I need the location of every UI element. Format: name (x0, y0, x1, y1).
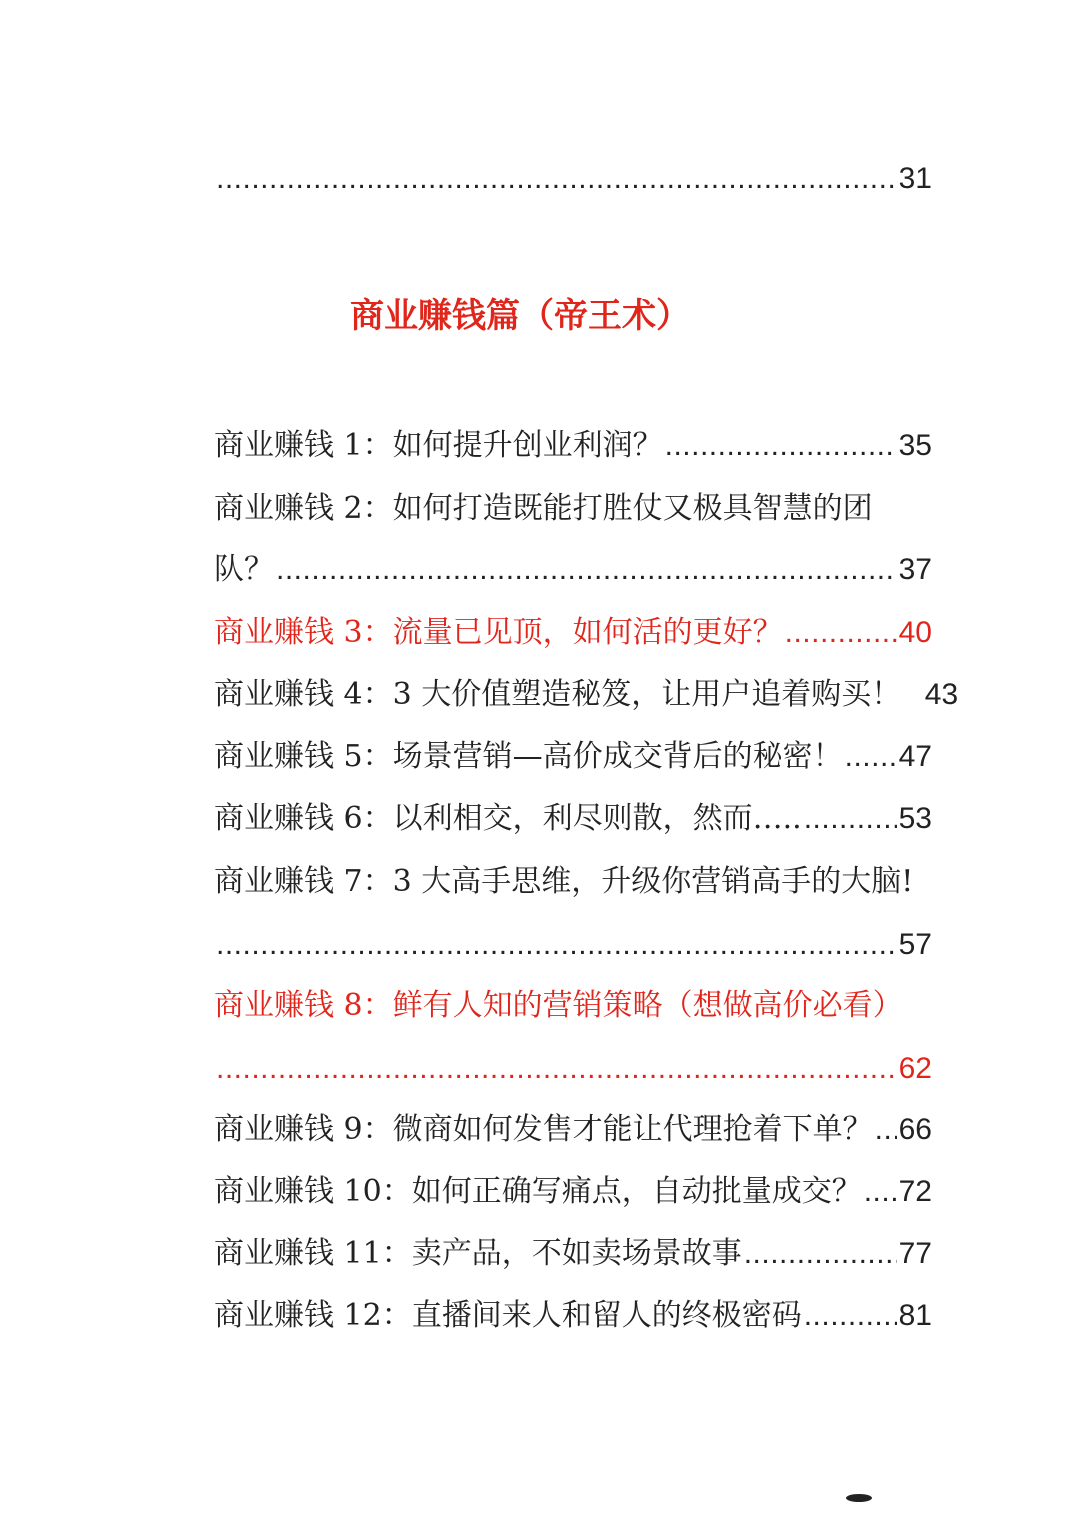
entry-label: 商业赚钱 9：微商如何发售才能让代理抢着下单？ (214, 1112, 873, 1147)
leader-dots (804, 1291, 897, 1341)
entry-label-cont: 队？ (214, 552, 274, 587)
entry-label: 商业赚钱 8：鲜有人知的营销策略（想做高价必看） (214, 988, 903, 1023)
page-number: 40 (898, 616, 932, 649)
toc-entry-10[interactable] (214, 1167, 932, 1217)
toc-entry-2-line2[interactable] (214, 545, 932, 595)
toc-entry-7-line1[interactable] (214, 857, 913, 907)
toc-entry-6[interactable] (214, 794, 932, 844)
toc-entry-8-line2[interactable] (214, 1044, 932, 1094)
toc-entry-3[interactable] (214, 608, 932, 658)
toc-entry-1[interactable] (214, 421, 932, 471)
page-number: 37 (898, 553, 932, 586)
leader-dots (216, 154, 897, 204)
toc-entry-2-line1[interactable] (214, 484, 873, 534)
entry-label: 商业赚钱 5：场景营销—高价成交背后的秘密！ (214, 739, 843, 774)
entry-label: 商业赚钱 10：如何正确写痛点，自动批量成交？ (214, 1174, 862, 1209)
page-number: 31 (898, 162, 932, 195)
page-number: 66 (898, 1113, 932, 1146)
toc-entry-11[interactable] (214, 1229, 932, 1279)
page-number: 57 (898, 928, 932, 961)
toc-entry-12[interactable] (214, 1291, 932, 1341)
toc-entry-4[interactable] (214, 670, 959, 720)
page-number: 62 (898, 1052, 932, 1085)
toc-entry-5[interactable] (214, 732, 932, 782)
page-number: 47 (898, 740, 932, 773)
leader-dots (845, 732, 897, 782)
page-number: 35 (898, 429, 932, 462)
entry-label: 商业赚钱 3：流量已见顶，如何活的更好？ (214, 615, 783, 650)
toc-entry-continuation[interactable] (214, 154, 932, 204)
entry-label: 商业赚钱 11：卖产品，不如卖场景故事 (214, 1236, 742, 1271)
leader-dots (785, 608, 897, 658)
section-title: 商业赚钱篇（帝王术） (350, 296, 690, 336)
page-number: 81 (898, 1299, 932, 1332)
leader-dots (665, 421, 897, 471)
page-number: 72 (898, 1175, 932, 1208)
entry-label: 商业赚钱 12：直播间来人和留人的终极密码 (214, 1298, 802, 1333)
leader-dots (875, 1105, 897, 1155)
entry-label: 商业赚钱 1：如何提升创业利润？ (214, 428, 663, 463)
leader-dots (804, 794, 897, 844)
toc-entry-9[interactable] (214, 1105, 932, 1155)
leader-dots (216, 920, 897, 970)
entry-label: 商业赚钱 6：以利相交，利尽则散，然而….. (214, 801, 802, 836)
ink-smudge (846, 1494, 872, 1502)
page-number: 43 (924, 678, 959, 711)
leader-dots (276, 545, 897, 595)
entry-label: 商业赚钱 7：3 大高手思维，升级你营销高手的大脑! (214, 864, 914, 899)
leader-dots (864, 1167, 897, 1217)
page-number: 53 (898, 802, 932, 835)
toc-entry-8-line1[interactable] (214, 981, 903, 1031)
leader-dots (216, 1044, 897, 1094)
entry-label: 商业赚钱 4：3 大价值塑造秘笈，让用户追着购买！ (214, 677, 902, 712)
leader-dots (744, 1229, 897, 1279)
page-number: 77 (898, 1237, 932, 1270)
toc-entry-7-line2[interactable] (214, 920, 932, 970)
entry-label: 商业赚钱 2：如何打造既能打胜仗又极具智慧的团 (214, 491, 873, 526)
